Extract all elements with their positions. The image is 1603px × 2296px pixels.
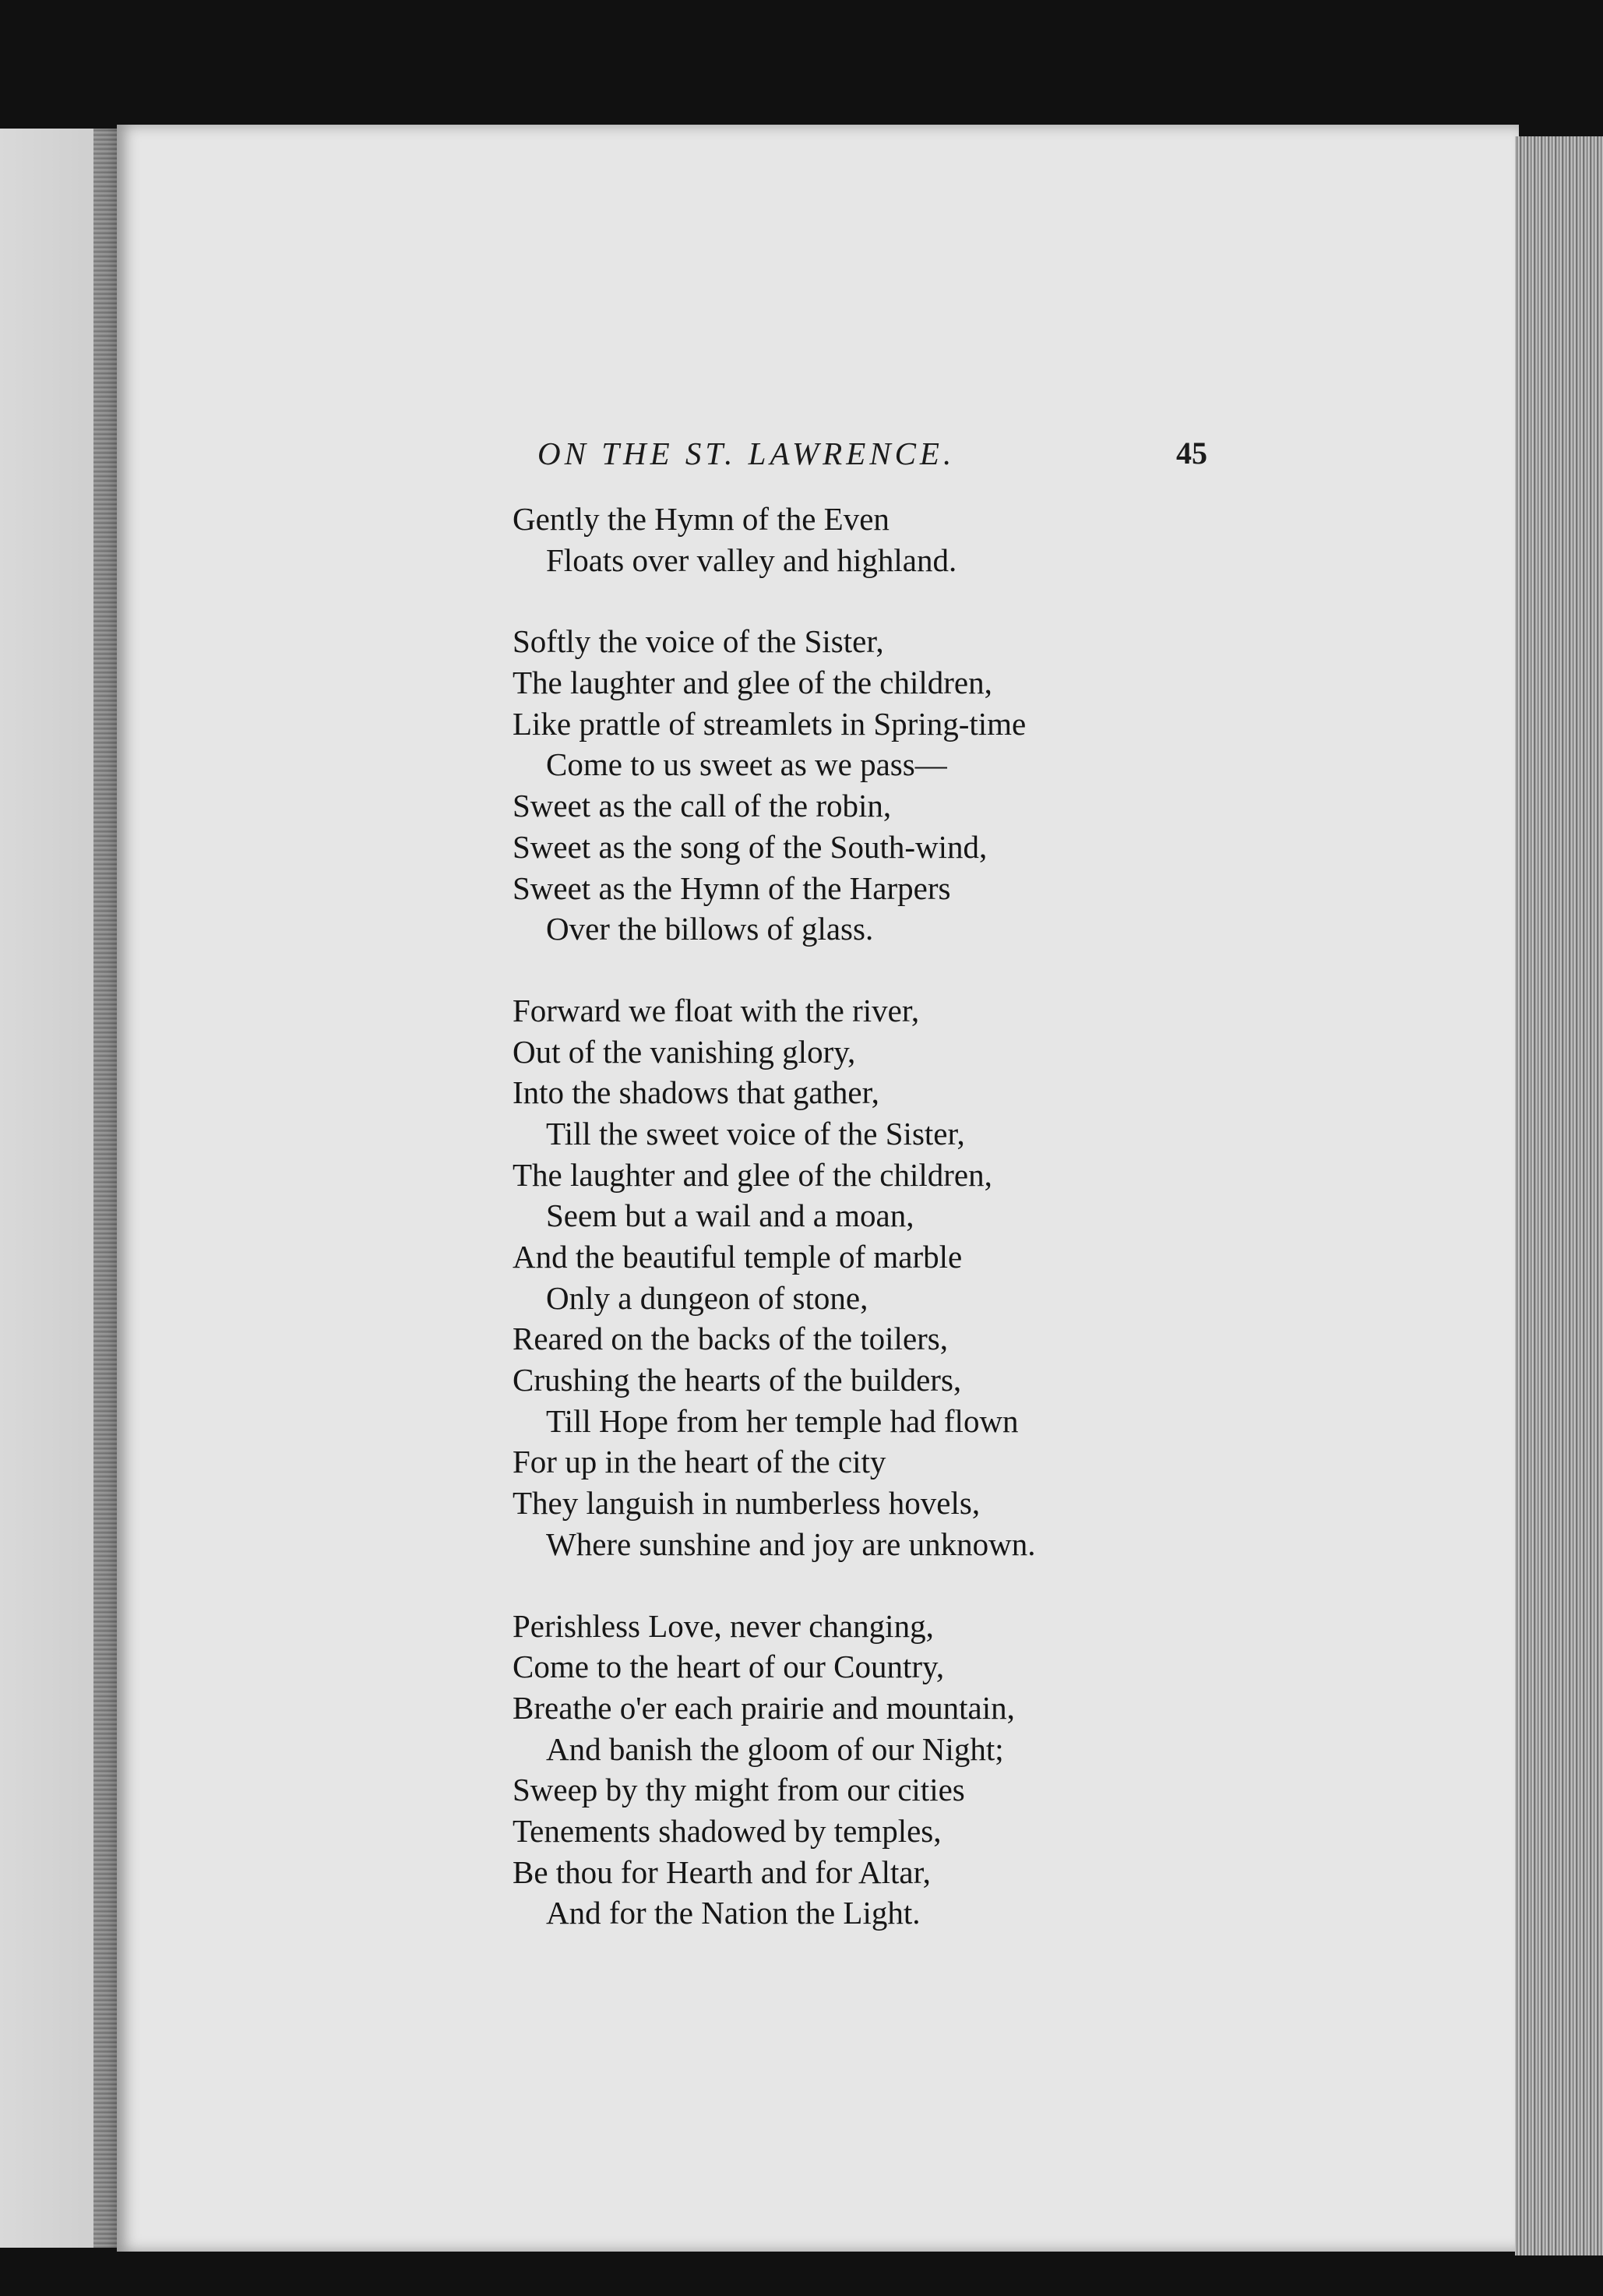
poem-line: Sweet as the song of the South-wind, [513,828,988,865]
poem-line: Where sunshine and joy are unknown. [546,1525,1036,1562]
poem-line: They languish in numberless hovels, [513,1485,981,1522]
poem-line: And for the Nation the Light. [546,1895,921,1931]
poem-line: Seem but a wail and a moan, [546,1197,914,1234]
poem-line: Tenements shadowed by temples, [513,1812,942,1849]
poem-line: Gently the Hymn of the Even [513,501,890,537]
book-gutter [93,129,117,2248]
poem-line: For up in the heart of the city [513,1444,886,1480]
stanza [513,621,1369,950]
poem-line: Only a dungeon of stone, [546,1279,868,1316]
poem-line: Sweep by thy might from our cities [513,1772,965,1808]
poem-line: Come to us sweet as we pass— [546,746,947,783]
poem-line: Over the billows of glass. [546,911,874,947]
poem-line: Forward we float with the river, [513,992,920,1028]
stanza [513,499,1369,580]
poem-line: Like prattle of streamlets in Spring-time [513,705,1027,742]
poem-line: The laughter and glee of the children, [513,665,992,701]
poem-line: Breathe o'er each prairie and mountain, [513,1689,1015,1726]
running-header [537,435,1223,481]
poem-line: Crushing the hearts of the builders, [513,1362,962,1398]
poem-line: Softly the voice of the Sister, [513,623,884,660]
stanza [513,990,1369,1565]
poem-line: Perishless Love, never changing, [513,1607,934,1644]
poem-text [513,499,1369,1974]
poem-line: Sweet as the call of the robin, [513,788,892,824]
poem-line: The laughter and glee of the children, [513,1156,992,1193]
page-number: 45 [1176,436,1207,471]
poem-line: Sweet as the Hymn of the Harpers [513,869,951,906]
poem-line: And the beautiful temple of marble [513,1239,963,1275]
poem-line: Floats over valley and highland. [546,541,957,578]
page-stack-edge [1515,136,1603,2255]
poem-line: Into the shadows that gather, [513,1074,879,1111]
poem-line: Till Hope from her temple had flown [546,1402,1019,1439]
poem-line: And banish the gloom of our Night; [546,1730,1004,1767]
stanza [513,1606,1369,1934]
running-title: ON THE ST. LAWRENCE. [537,436,956,471]
poem-line: Come to the heart of our Country, [513,1649,945,1685]
poem-line: Out of the vanishing glory, [513,1033,856,1070]
poem-line: Till the sweet voice of the Sister, [546,1115,965,1152]
poem-line: Reared on the backs of the toilers, [513,1321,949,1357]
poem-line: Be thou for Hearth and for Altar, [513,1853,931,1890]
